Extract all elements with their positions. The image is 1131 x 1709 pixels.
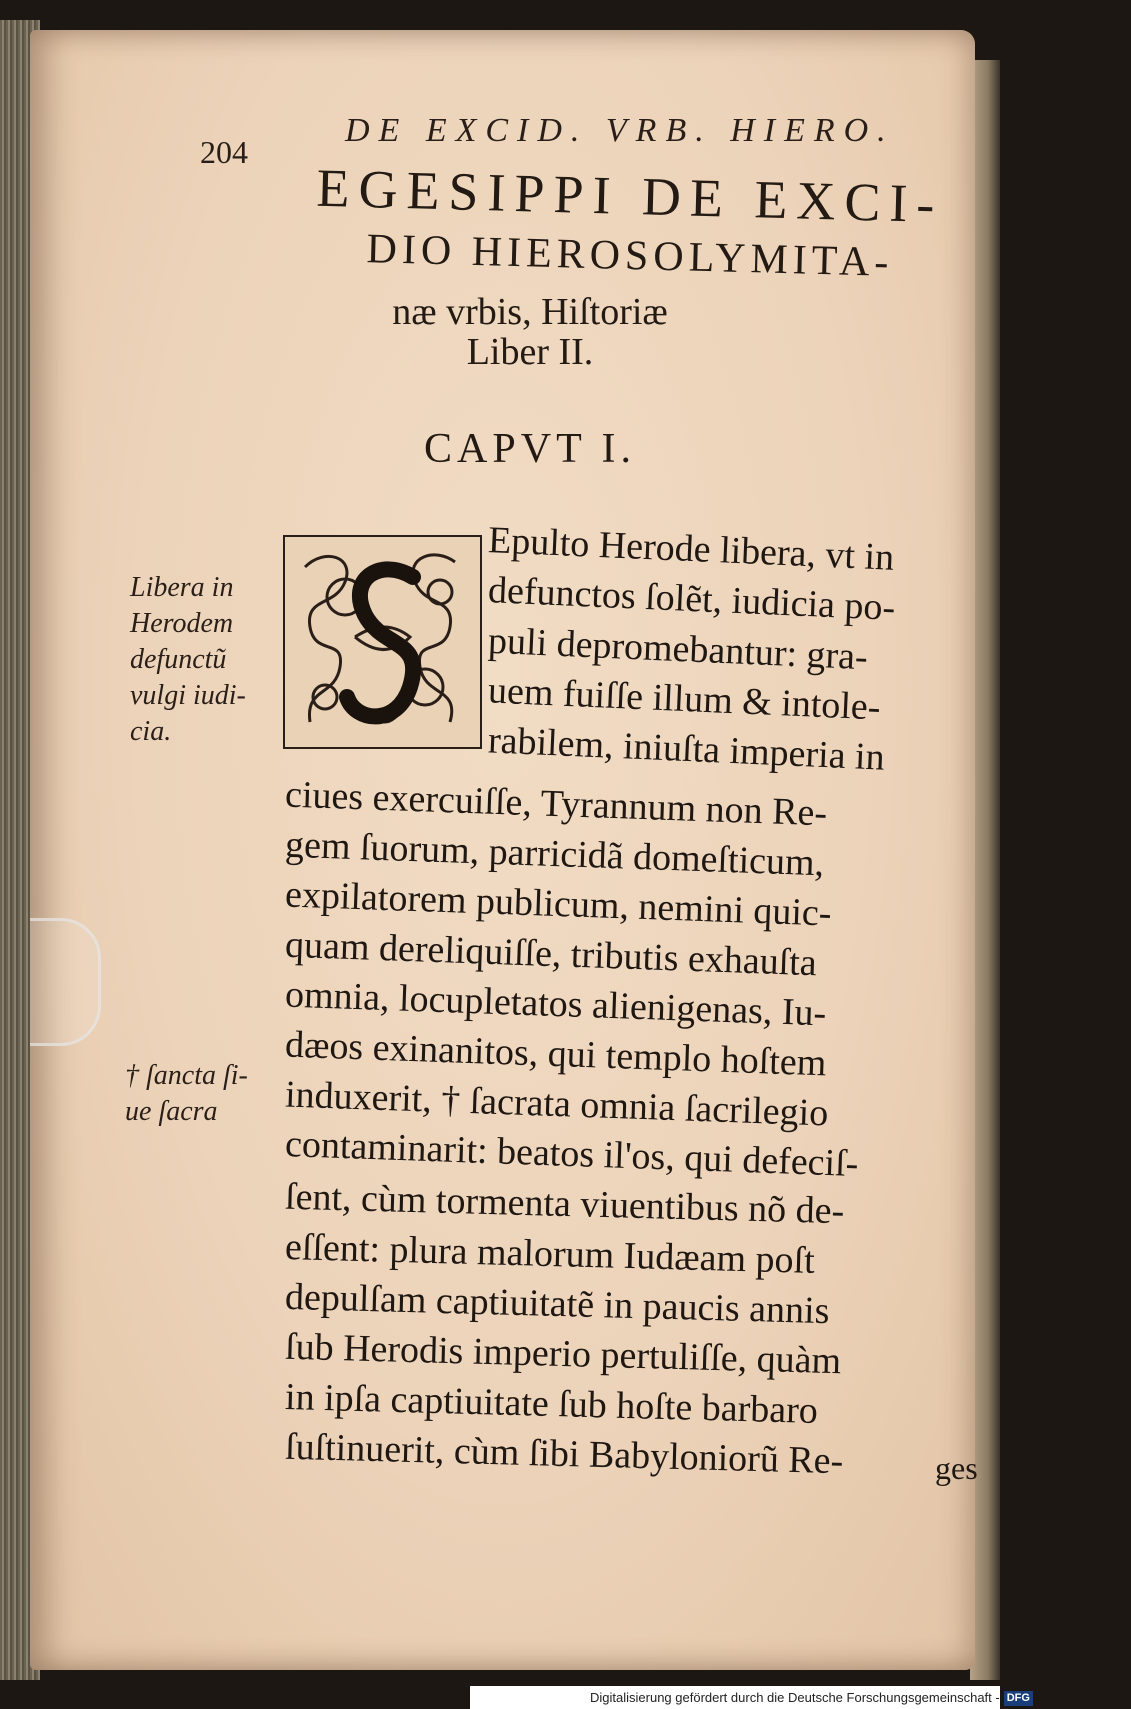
marginal-note-2 [125,1058,248,1130]
text-line: omnia, locupletatos alienigenas, Iu- [284,973,827,1035]
text-line: defunctos ſolẽt, iudicia po- [487,569,897,629]
ornament-initial-icon [285,537,480,747]
text-line: gem ſuorum, parricidã domeſticum, [284,823,825,885]
text-line: expilatorem publicum, nemini quic- [284,873,833,935]
text-line: contaminarit: beatos il'os, qui defeciſ- [284,1123,860,1185]
title-line-1: EGESIPPI DE EXCI- [315,157,945,235]
title-line-3: næ vrbis, Hiſtoriæ [392,291,668,333]
text-line: ſent, cùm tormenta viuentibus nõ de- [284,1175,845,1233]
catchword: ges [935,1450,978,1486]
page-number: 204 [200,134,248,170]
text-line: uem fuiſſe illum & intole- [487,669,882,729]
text-line: in ipſa captiuitate ſub hoſte barbaro [284,1376,819,1432]
text-line: depulſam captiuitatẽ in paucis annis [284,1275,830,1333]
marginal-note-line: vulgi iudi- [130,680,246,711]
chapter-heading: CAPVT I. [424,426,636,472]
dfg-logo-icon: DFG [1004,1691,1033,1706]
marginal-note-line: Herodem [130,608,234,639]
text-line: quam dereliquiſſe, tributis exhauſta [284,923,818,985]
text-line: ſuſtinuerit, cùm ſibi Babyloniorũ Re- [284,1425,844,1483]
page-clip [30,918,101,1046]
credit-text: Digitalisierung gefördert durch die Deutsche Forschungsgemeinschaft - [590,1690,1000,1705]
marginal-note-1 [130,570,246,750]
page-header [200,112,900,170]
text-line: induxerit, † ſacrata omnia ſacrilegio [284,1073,829,1135]
text-line: puli depromebantur: gra- [487,619,869,679]
marginal-note-line: cia. [130,716,172,747]
digitization-credit [470,1686,1030,1709]
marginal-note-line: ue ſacra [125,1096,218,1127]
marginal-note-line: defunctũ [130,644,227,675]
decorated-initial-s [283,535,482,749]
text-line: dæos exinanitos, qui templo hoſtem [284,1023,828,1085]
marginal-note-line: Libera in [130,572,234,603]
title-line-4: Liber II. [466,331,594,373]
text-line: eſſent: plura malorum Iudæam poſt [284,1226,816,1282]
text-line: ſub Herodis imperio pertuliſſe, quàm [284,1325,842,1383]
text-line: ciues exercuiſſe, Tyrannum non Re- [284,773,828,835]
running-head: DE EXCID. VRB. HIERO. [345,112,895,149]
title-line-2: DIO HIEROSOLYMITA- [366,226,894,286]
marginal-note-line: † ſancta ſi- [125,1060,248,1091]
text-line: Epulto Herode libera, vt in [487,519,896,579]
text-line: rabilem, iniuſta imperia in [487,719,886,779]
